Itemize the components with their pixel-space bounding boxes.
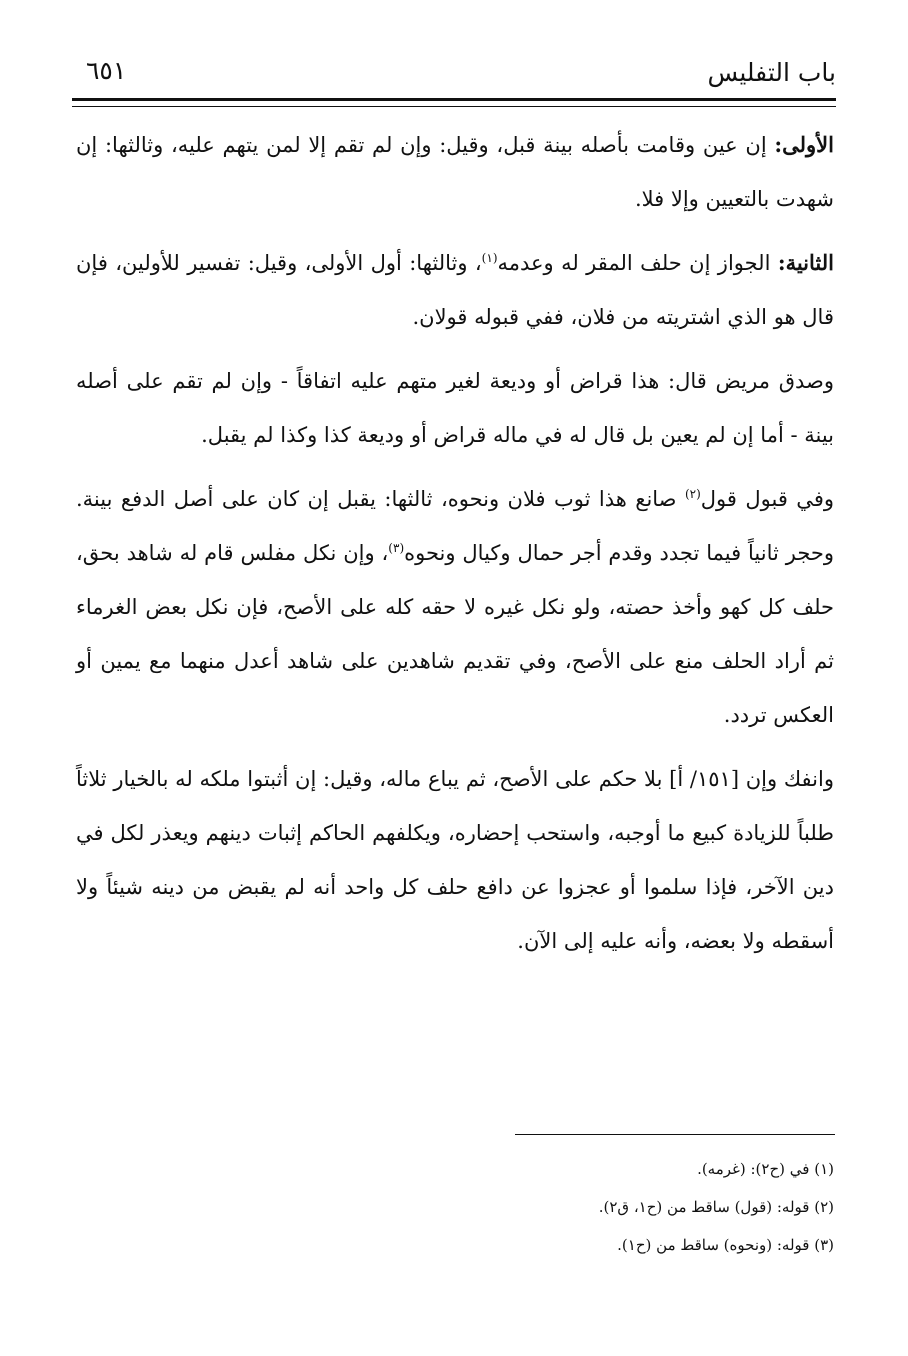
paragraph-3: [76, 354, 834, 462]
footnotes: [414, 1150, 834, 1264]
paragraph-text: صانع هذا ثوب فلان ونحوه، ثالثها: يقبل إن كان على أصل الدفع بينة. وحجر ثانياً فيما تجدد وقدم أجر حمال وكيال ونحوه: [76, 487, 834, 565]
paragraph-text: وصدق مريض قال: هذا قراض أو وديعة لغير متهم عليه اتفاقاً - وإن لم تقم على أصله بينة - أما إن لم يعين بل قال له في ماله قراض أو وديعة كذا وكذا لم يقبل.: [76, 369, 834, 447]
header-rule-thick: [72, 98, 836, 101]
page-number: ٦٥١: [86, 56, 127, 85]
footnote-2: (٢) قوله: (قول) ساقط من (ح١، ق٢).: [598, 1198, 834, 1216]
header-rule-thin: [72, 106, 836, 107]
paragraph-text: إن عين وقامت بأصله بينة قبل، وقيل: وإن لم تقم إلا لمن يتهم عليه، وثالثها: إن شهدت بالتعيين وإلا فلا.: [76, 133, 834, 211]
page-header: [72, 50, 836, 96]
footnote-marker[interactable]: (٢): [684, 487, 701, 501]
footnote-marker[interactable]: (٣): [388, 541, 405, 555]
chapter-title: باب التفليس: [707, 58, 836, 87]
paragraph-text: ، وثالثها: أول الأولى، وقيل: تفسير للأولين، فإن قال هو الذي اشتريته من فلان، ففي قبوله قولان.: [76, 251, 834, 329]
footnote-separator: [515, 1134, 835, 1135]
paragraph-lead: الثانية:: [777, 250, 834, 275]
footnote-1: (١) في (ح٢): (غرمه).: [697, 1160, 834, 1178]
footnote-3: (٣) قوله: (ونحوه) ساقط من (ح١).: [617, 1236, 834, 1254]
main-text: [76, 118, 834, 978]
paragraph-2: [76, 236, 834, 344]
paragraph-text: وانفك وإن [١٥١/ أ] بلا حكم على الأصح، ثم يباع ماله، وقيل: إن أثبتوا ملكه له بالخيار ثلاثاً طلباً للزيادة كبيع ما أوجبه، واستحب إحضاره، ويكلفهم الحاكم إثبات دينهم ويعذر لكل في دين الآخر، فإذا سلموا أو عجزوا عن دافع حلف كل واحد أنه لم يقبض من دينه شيئاً ولا أسقطه ولا بعضه، وأنه عليه إلى الآن.: [76, 767, 834, 953]
paragraph-4: [76, 472, 834, 742]
footnote-marker[interactable]: (١): [481, 251, 498, 265]
paragraph-text: الجواز إن حلف المقر له وعدمه: [497, 251, 771, 275]
paragraph-1: [76, 118, 834, 226]
paragraph-text: وفي قبول قول: [700, 487, 834, 511]
paragraph-5: [76, 752, 834, 968]
paragraph-lead: الأولى:: [774, 132, 834, 157]
paragraph-text: ، وإن نكل مفلس قام له شاهد بحق، حلف كل كهو وأخذ حصته، ولو نكل غيره لا حقه كله على الأصح، فإن نكل بعض الغرماء ثم أراد الحلف منع على الأصح، وفي تقديم شاهدين على شاهد أعدل منهما مع يمين أو العكس تردد.: [76, 541, 834, 727]
